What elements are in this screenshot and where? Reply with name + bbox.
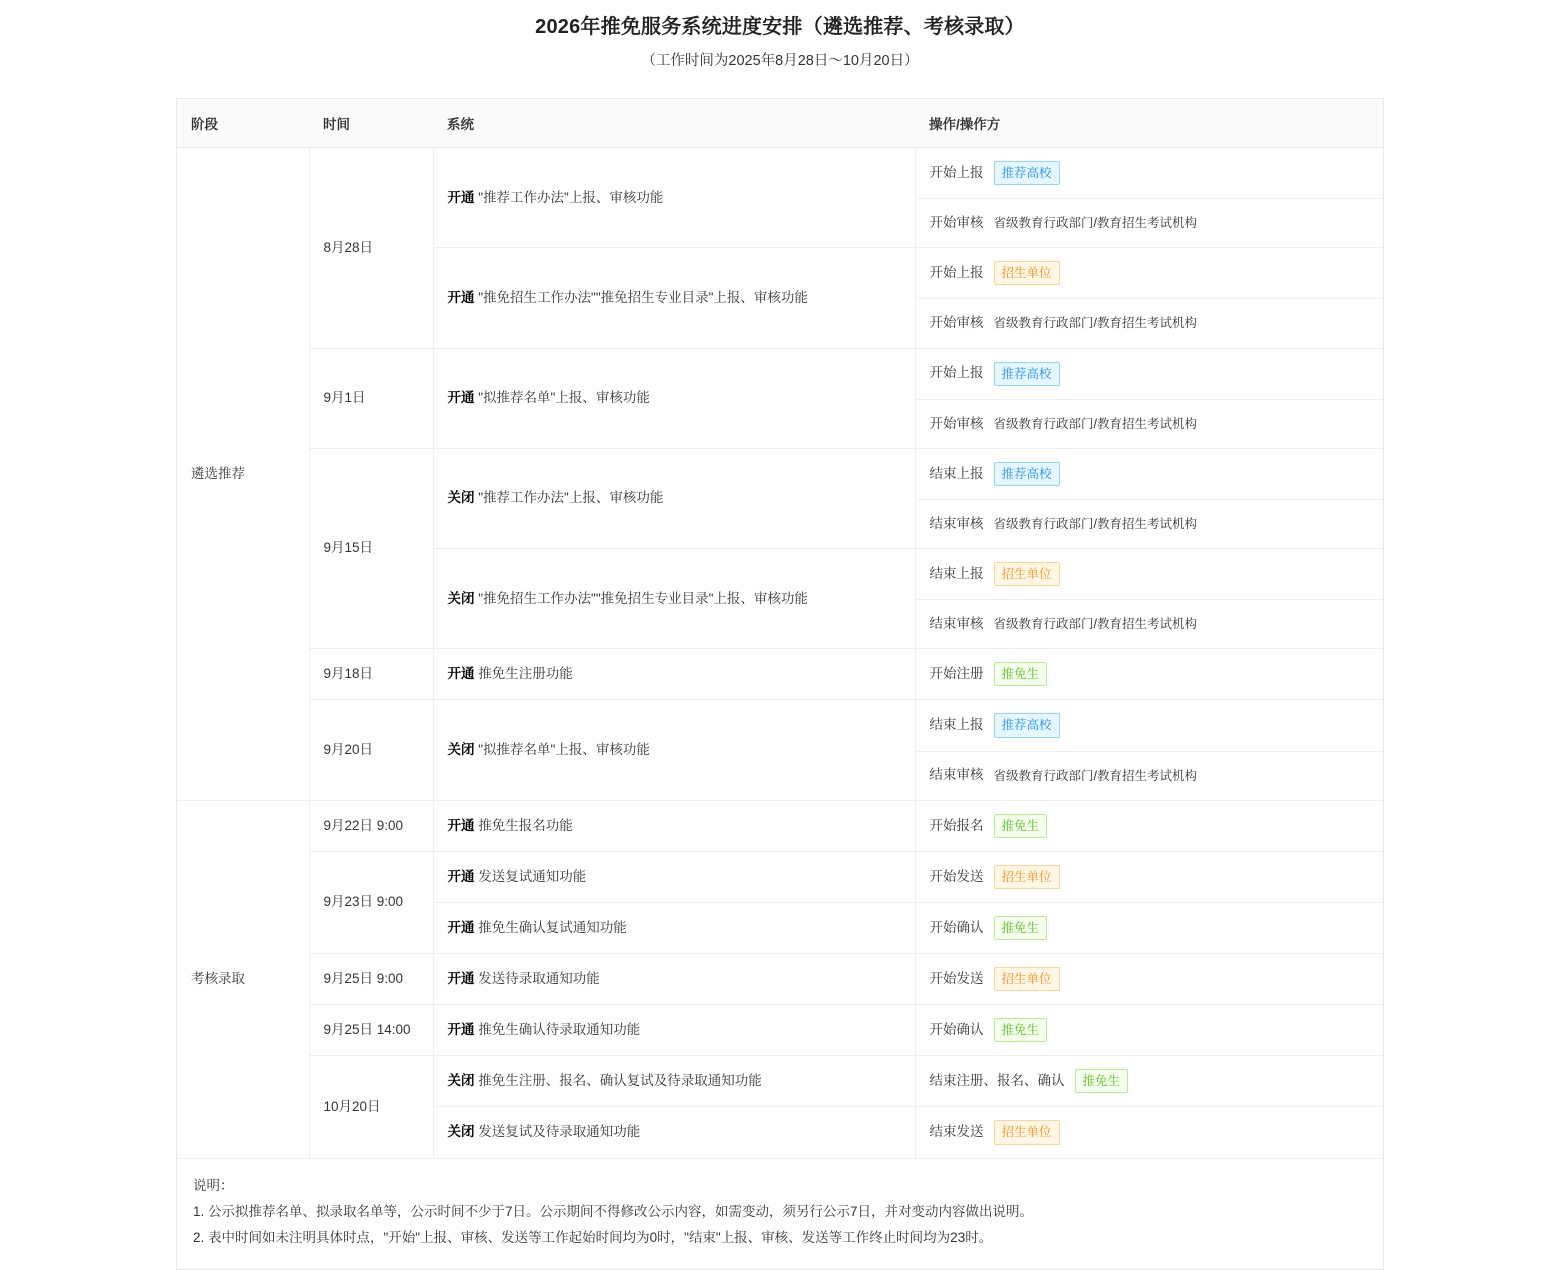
cell-operation	[915, 1107, 1383, 1158]
operation-label: 结束上报	[930, 564, 984, 584]
cell-time: 9月22日 9:00	[309, 800, 433, 851]
operation-line	[930, 362, 1372, 386]
cell-operation	[915, 1005, 1383, 1056]
cell-system	[433, 248, 915, 348]
table-row	[177, 348, 1383, 399]
operator-tag: 省级教育行政部门/教育招生考试机构	[994, 613, 1204, 635]
operation-label: 结束发送	[930, 1122, 984, 1142]
system-description: "拟推荐名单"上报、审核功能	[475, 742, 650, 757]
cell-operation	[915, 700, 1383, 751]
cell-system	[433, 851, 915, 902]
system-action-label: 关闭	[448, 591, 475, 606]
operation-line	[930, 613, 1372, 635]
table-row	[177, 1056, 1383, 1107]
operator-tag: 推免生	[994, 1018, 1048, 1042]
cell-time: 9月20日	[309, 700, 433, 800]
cell-operation	[915, 248, 1383, 299]
cell-system	[433, 549, 915, 649]
system-description: "推荐工作办法"上报、审核功能	[475, 190, 664, 205]
cell-system	[433, 448, 915, 548]
operator-tag: 省级教育行政部门/教育招生考试机构	[994, 513, 1204, 535]
column-header-stage: 阶段	[177, 99, 309, 148]
cell-system	[433, 902, 915, 953]
system-action-label: 关闭	[448, 490, 475, 505]
cell-system	[433, 1005, 915, 1056]
column-header-operation: 操作/操作方	[915, 99, 1383, 148]
operator-tag: 省级教育行政部门/教育招生考试机构	[994, 212, 1204, 234]
operation-line	[930, 513, 1372, 535]
system-action-label: 开通	[448, 920, 475, 935]
cell-operation	[915, 751, 1383, 800]
cell-operation	[915, 549, 1383, 600]
system-action-label: 开通	[448, 190, 475, 205]
operator-tag: 省级教育行政部门/教育招生考试机构	[994, 765, 1204, 787]
table-row	[177, 700, 1383, 751]
table-head	[177, 99, 1383, 148]
operator-tag: 推荐高校	[994, 362, 1060, 386]
operation-label: 开始发送	[930, 969, 984, 989]
system-description: 推免生确认复试通知功能	[475, 920, 627, 935]
operator-tag: 招生单位	[994, 967, 1060, 991]
cell-operation	[915, 448, 1383, 499]
schedule-table-container	[176, 98, 1384, 1159]
operator-tag: 推免生	[994, 814, 1048, 838]
operation-line	[930, 713, 1372, 737]
cell-time: 9月23日 9:00	[309, 851, 433, 953]
operation-line	[930, 212, 1372, 234]
cell-time: 8月28日	[309, 148, 433, 349]
system-action-label: 关闭	[448, 742, 475, 757]
system-description: 推免生注册、报名、确认复试及待录取通知功能	[475, 1073, 762, 1088]
operation-line	[930, 765, 1372, 787]
cell-time: 9月25日 9:00	[309, 954, 433, 1005]
operation-line	[930, 261, 1372, 285]
operation-label: 结束上报	[930, 715, 984, 735]
operator-tag: 推免生	[1075, 1069, 1129, 1093]
operator-tag: 推荐高校	[994, 713, 1060, 737]
operation-line	[930, 1069, 1372, 1093]
system-action-label: 开通	[448, 666, 475, 681]
operation-label: 开始确认	[930, 1020, 984, 1040]
operation-line	[930, 814, 1372, 838]
system-description: 推免生注册功能	[475, 666, 573, 681]
cell-time: 9月18日	[309, 649, 433, 700]
system-action-label: 开通	[448, 869, 475, 884]
cell-operation	[915, 800, 1383, 851]
operator-tag: 省级教育行政部门/教育招生考试机构	[994, 413, 1204, 435]
operation-line	[930, 967, 1372, 991]
cell-system	[433, 649, 915, 700]
operation-label: 开始审核	[930, 414, 984, 434]
operator-tag: 推免生	[994, 662, 1048, 686]
cell-time: 9月1日	[309, 348, 433, 448]
cell-operation	[915, 902, 1383, 953]
cell-operation	[915, 1056, 1383, 1107]
system-action-label: 关闭	[448, 1124, 475, 1139]
notes-title: 说明：	[193, 1173, 1367, 1199]
cell-operation	[915, 851, 1383, 902]
operation-line	[930, 462, 1372, 486]
table-row	[177, 851, 1383, 902]
column-header-system: 系统	[433, 99, 915, 148]
operation-label: 结束注册、报名、确认	[930, 1071, 1065, 1091]
system-action-label: 开通	[448, 971, 475, 986]
system-action-label: 开通	[448, 1022, 475, 1037]
page-subtitle: （工作时间为2025年8月28日～10月20日）	[0, 49, 1560, 70]
cell-operation	[915, 148, 1383, 199]
column-header-time: 时间	[309, 99, 433, 148]
cell-operation	[915, 600, 1383, 649]
cell-operation	[915, 199, 1383, 248]
system-description: "拟推荐名单"上报、审核功能	[475, 390, 650, 405]
table-body	[177, 148, 1383, 1159]
operation-line	[930, 865, 1372, 889]
table-row	[177, 1005, 1383, 1056]
operation-label: 开始发送	[930, 867, 984, 887]
table-row	[177, 649, 1383, 700]
cell-system	[433, 1107, 915, 1158]
operator-tag: 推荐高校	[994, 161, 1060, 185]
cell-time: 10月20日	[309, 1056, 433, 1158]
cell-system	[433, 1056, 915, 1107]
system-description: 推免生确认待录取通知功能	[475, 1022, 641, 1037]
operator-tag: 招生单位	[994, 1120, 1060, 1144]
operator-tag: 招生单位	[994, 261, 1060, 285]
operation-label: 开始上报	[930, 363, 984, 383]
operation-line	[930, 916, 1372, 940]
system-action-label: 开通	[448, 290, 475, 305]
operation-label: 开始确认	[930, 918, 984, 938]
operator-tag: 招生单位	[994, 562, 1060, 586]
cell-system	[433, 700, 915, 800]
operation-line	[930, 562, 1372, 586]
operation-label: 结束审核	[930, 614, 984, 634]
operation-label: 开始注册	[930, 664, 984, 684]
operation-line	[930, 161, 1372, 185]
cell-operation	[915, 499, 1383, 548]
cell-operation	[915, 649, 1383, 700]
cell-stage: 遴选推荐	[177, 148, 309, 801]
operation-line	[930, 1120, 1372, 1144]
operation-line	[930, 312, 1372, 334]
cell-time: 9月15日	[309, 448, 433, 649]
operation-label: 开始报名	[930, 816, 984, 836]
system-action-label: 关闭	[448, 1073, 475, 1088]
table-row	[177, 954, 1383, 1005]
notes-section	[176, 1159, 1384, 1270]
operation-line	[930, 662, 1372, 686]
operation-label: 结束审核	[930, 765, 984, 785]
table-row	[177, 148, 1383, 199]
cell-operation	[915, 954, 1383, 1005]
system-description: 发送复试及待录取通知功能	[475, 1124, 641, 1139]
system-action-label: 开通	[448, 390, 475, 405]
system-description: "推免招生工作办法""推免招生专业目录"上报、审核功能	[475, 290, 808, 305]
operator-tag: 推免生	[994, 916, 1048, 940]
operation-label: 开始上报	[930, 163, 984, 183]
cell-operation	[915, 299, 1383, 348]
cell-system	[433, 348, 915, 448]
operation-line	[930, 1018, 1372, 1042]
system-description: "推免招生工作办法""推免招生专业目录"上报、审核功能	[475, 591, 808, 606]
operation-label: 开始审核	[930, 213, 984, 233]
system-description: 发送复试通知功能	[475, 869, 587, 884]
operation-line	[930, 413, 1372, 435]
operator-tag: 招生单位	[994, 865, 1060, 889]
operation-label: 结束上报	[930, 464, 984, 484]
system-action-label: 开通	[448, 818, 475, 833]
page-title: 2026年推免服务系统进度安排（遴选推荐、考核录取）	[0, 0, 1560, 39]
operation-label: 开始审核	[930, 313, 984, 333]
system-description: "推荐工作办法"上报、审核功能	[475, 490, 664, 505]
operation-label: 结束审核	[930, 514, 984, 534]
note-item: 2. 表中时间如未注明具体时点，"开始"上报、审核、发送等工作起始时间均为0时，"结束"上报、审核、发送等工作终止时间均为23时。	[193, 1225, 1367, 1251]
cell-operation	[915, 399, 1383, 448]
system-description: 推免生报名功能	[475, 818, 573, 833]
schedule-table	[177, 99, 1383, 1159]
cell-stage: 考核录取	[177, 800, 309, 1158]
operator-tag: 省级教育行政部门/教育招生考试机构	[994, 312, 1204, 334]
cell-system	[433, 800, 915, 851]
cell-operation	[915, 348, 1383, 399]
operation-label: 开始上报	[930, 263, 984, 283]
table-row	[177, 800, 1383, 851]
cell-system	[433, 954, 915, 1005]
table-header-row	[177, 99, 1383, 148]
cell-time: 9月25日 14:00	[309, 1005, 433, 1056]
table-row	[177, 448, 1383, 499]
cell-system	[433, 148, 915, 248]
note-item: 1. 公示拟推荐名单、拟录取名单等，公示时间不少于7日。公示期间不得修改公示内容，如需变动，须另行公示7日，并对变动内容做出说明。	[193, 1199, 1367, 1225]
operator-tag: 推荐高校	[994, 462, 1060, 486]
system-description: 发送待录取通知功能	[475, 971, 600, 986]
